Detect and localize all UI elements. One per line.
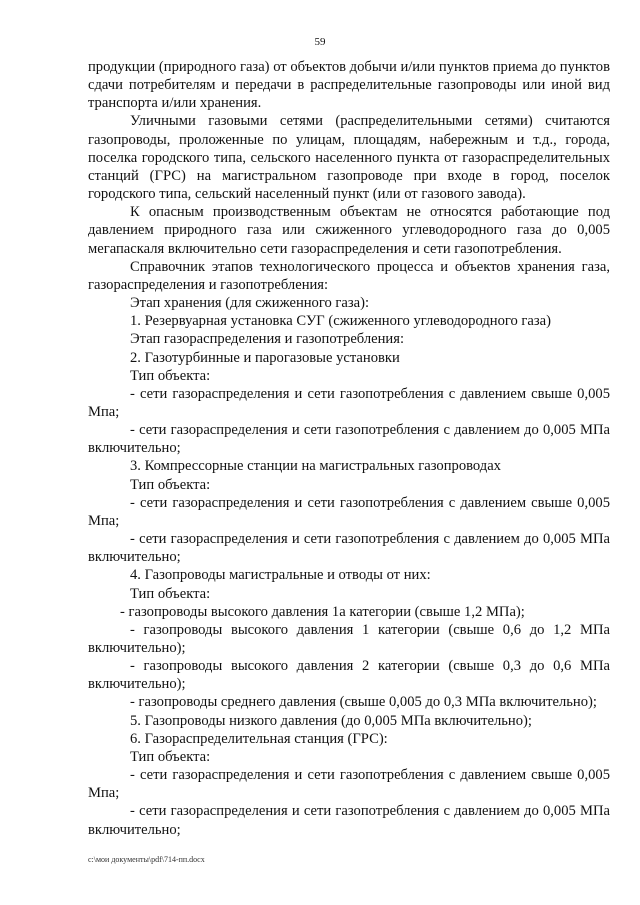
page-number: 59 bbox=[314, 36, 326, 48]
paragraph-continuation: продукции (природного газа) от объектов добычи и/или пунктов приема до пунктов сдачи потребителям и передачи в распределительные газопроводы или иной вид транспорта и/или хранения. bbox=[88, 59, 610, 112]
list-item: - газопроводы среднего давления (свыше 0,005 до 0,3 МПа включительно); bbox=[130, 694, 597, 711]
object-type-label: Тип объекта: bbox=[130, 476, 211, 493]
list-item: 1. Резервуарная установка СУГ (сжиженного углеводородного газа) bbox=[130, 313, 552, 330]
list-item: 6. Газораспределительная станция (ГРС): bbox=[130, 730, 388, 747]
list-item: 2. Газотурбинные и парогазовые установки bbox=[130, 349, 400, 366]
list-item: - сети газораспределения и сети газопотребления с давлением до 0,005 МПа включительно; bbox=[88, 422, 610, 457]
paragraph-hazardous-objects: К опасным производственным объектам не относятся работающие под давлением природного газа или сжиженного углеводородного газа до 0,005 мегапаскаля включительно сети газораспределения и сети газопотребления. bbox=[88, 204, 610, 257]
list-item: - сети газораспределения и сети газопотребления с давлением свыше 0,005 Мпа; bbox=[88, 494, 610, 529]
list-item: - газопроводы высокого давления 1а категории (свыше 1,2 МПа); bbox=[120, 603, 525, 620]
list-item: - газопроводы высокого давления 2 категории (свыше 0,3 до 0,6 МПа включительно); bbox=[88, 658, 610, 693]
list-item: - сети газораспределения и сети газопотребления с давлением до 0,005 МПа включительно; bbox=[88, 803, 610, 838]
object-type-label: Тип объекта: bbox=[130, 748, 211, 765]
document-body bbox=[88, 58, 610, 839]
object-type-label: Тип объекта: bbox=[130, 585, 211, 602]
list-item: - газопроводы высокого давления 1 категории (свыше 0,6 до 1,2 МПа включительно); bbox=[88, 621, 610, 656]
list-item: 3. Компрессорные станции на магистральных газопроводах bbox=[130, 458, 501, 475]
list-item: - сети газораспределения и сети газопотребления с давлением свыше 0,005 Мпа; bbox=[88, 767, 610, 802]
stage-distribution-heading: Этап газораспределения и газопотребления: bbox=[130, 331, 405, 348]
object-type-label: Тип объекта: bbox=[130, 367, 211, 384]
list-item: 4. Газопроводы магистральные и отводы от них: bbox=[130, 567, 431, 584]
list-item: 5. Газопроводы низкого давления (до 0,005 МПа включительно); bbox=[130, 712, 532, 729]
list-item: - сети газораспределения и сети газопотребления с давлением до 0,005 МПа включительно; bbox=[88, 531, 610, 566]
paragraph-reference-intro: Справочник этапов технологического процесса и объектов хранения газа, газораспределения и газопотребления: bbox=[88, 258, 610, 293]
list-item: - сети газораспределения и сети газопотребления с давлением свыше 0,005 Мпа; bbox=[88, 385, 610, 420]
stage-storage-heading: Этап хранения (для сжиженного газа): bbox=[130, 295, 370, 312]
footer-file-path: c:\мои документы\pdf\714-пп.docx bbox=[88, 855, 205, 864]
paragraph-street-networks: Уличными газовыми сетями (распределительными сетями) считаются газопроводы, проложенные по улицам, площадям, набережным и т.д., города, поселка городского типа, сельского населенного пункта от газораспределительных станций (ГРС) на магистральном газопроводе при входе в город, поселок городского типа, сельский населенный пункт (или от газового завода). bbox=[88, 113, 610, 203]
